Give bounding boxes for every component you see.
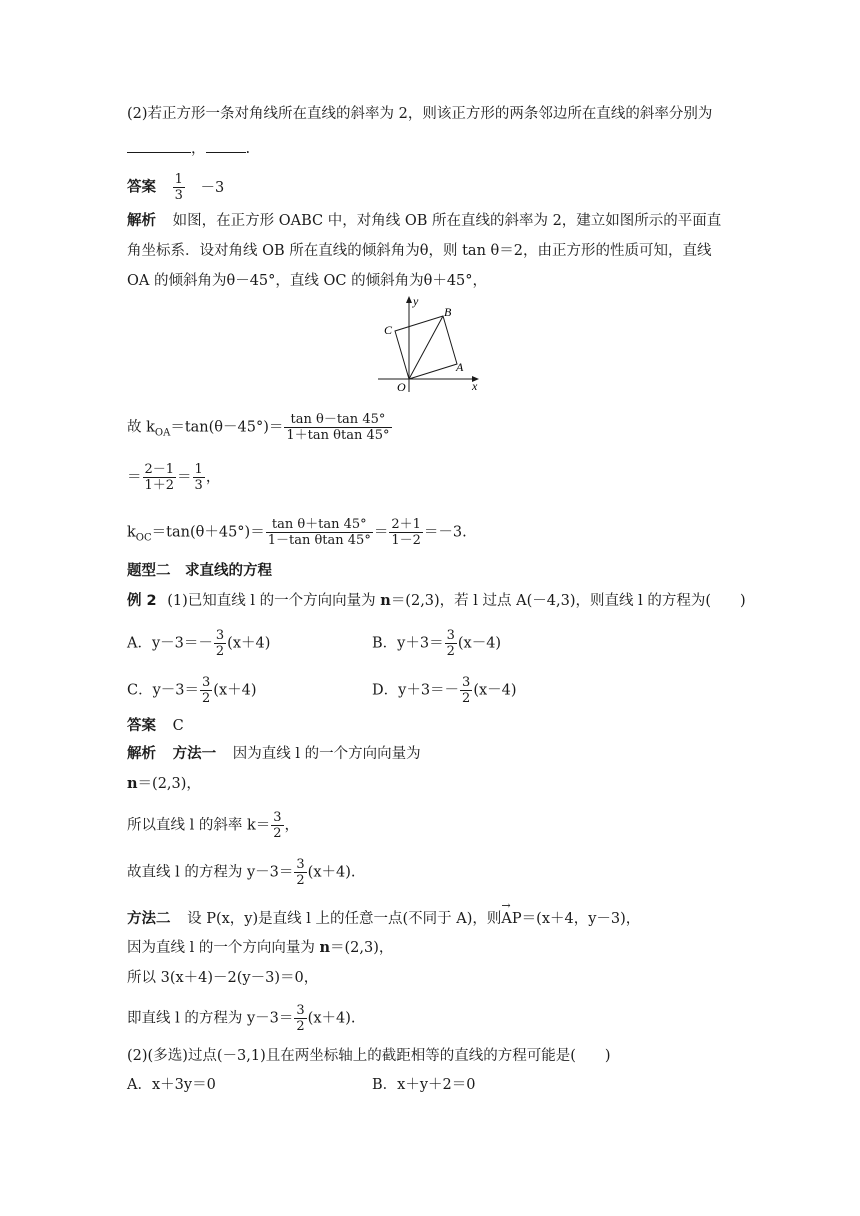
label-x: x	[472, 379, 478, 393]
option-c: C．y－3＝ $\frac{3}{2}$ (x＋4)	[127, 675, 257, 706]
label-b: B	[444, 305, 452, 319]
option-2b-b: B．x＋y＋2＝0	[372, 1077, 476, 1093]
label-y: y	[413, 294, 419, 308]
option-b: B．y＋3＝ $\frac{3}{2}$ (x－4)	[372, 628, 502, 659]
method-2-line1: 方法二 设 P(x，y)是直线 l 上的任意一点(不同于 A)，则→ AP＝(x＋4，y－3)，	[127, 909, 640, 929]
answer-value-2: －3	[200, 179, 225, 196]
step-fraction: $\frac{2-1}{1+2}$	[144, 462, 175, 493]
method-2-line3: 所以 3(x＋4)－2(y－3)＝0，	[127, 970, 319, 986]
method-2-line2: 因为直线 l 的一个方向向量为 n＝(2,3)，	[127, 939, 394, 956]
answer-fraction: $\frac{1}{3}$	[174, 172, 183, 203]
period: .	[245, 141, 251, 157]
answer-label: 答案	[127, 179, 156, 196]
analysis-2-slope: 所以直线 l 的斜率 k＝ $\frac{3}{2}$ ，	[127, 810, 300, 841]
y-axis-arrow	[406, 296, 412, 303]
analysis-1-line3: OA 的倾斜角为θ－45°，直线 OC 的倾斜角为θ＋45°，	[127, 273, 488, 289]
question-2-blanks	[127, 138, 250, 159]
koc-fraction: $\frac{\text{tan θ＋tan 45°}}{\text{1－tan θtan 45°}}$	[267, 517, 371, 548]
analysis-2-line1: 解析 方法一 因为直线 l 的一个方向向量为	[127, 746, 421, 762]
koa-step: ＝ $\frac{2-1}{1+2}$ ＝ $\frac{1}{3}$ ，	[127, 462, 221, 493]
question-2b: (2)(多选)过点(－3,1)且在两坐标轴上的截距相等的直线的方程可能是( )	[127, 1048, 611, 1064]
label-a: A	[456, 360, 464, 374]
answer-1	[127, 172, 224, 203]
analysis-1-line1: 解析 如图，在正方形 OABC 中，对角线 OB 所在直线的斜率为 2，建立如图所示的平面直	[127, 213, 722, 229]
method-2-line4: 即直线 l 的方程为 y－3＝ $\frac{3}{2}$ (x＋4).	[127, 1003, 356, 1034]
option-a: A．y－3＝－ $\frac{3}{2}$ (x＋4)	[127, 628, 271, 659]
analysis-2-equation: 故直线 l 的方程为 y－3＝ $\frac{3}{2}$ (x＋4).	[127, 857, 356, 888]
analysis-1-line2: 角坐标系．设对角线 OB 所在直线的倾斜角为θ，则 tan θ＝2，由正方形的性质可知，直线	[127, 243, 712, 259]
label-c: C	[384, 323, 393, 337]
option-d: D．y＋3＝－ $\frac{3}{2}$ (x－4)	[372, 675, 517, 706]
question-2-line1: (2)若正方形一条对角线所在直线的斜率为 2，则该正方形的两条邻边所在直线的斜率分别为	[127, 106, 713, 122]
square-coordinate-figure	[376, 294, 486, 396]
label-o: O	[397, 380, 406, 394]
section-title: 题型二 求直线的方程	[127, 563, 272, 579]
example-2-question: 例 2 (1)已知直线 l 的一个方向向量为 n＝(2,3)，若 l 过点 A(－4,3)，则直线 l 的方程为( )	[127, 592, 746, 609]
koc-formula: $k_{OC}=\tan(\theta+45^\circ)=$ $\frac{\text{tan θ＋tan 45°}}{\text{1－tan θtan 45°}}$ ＝ $\frac{2+1}{1-2}$ ＝－3.	[127, 517, 467, 548]
answer-2: 答案 C	[127, 718, 184, 734]
analysis-label: 解析	[127, 213, 156, 229]
analysis-2-line2: n＝(2,3)，	[127, 775, 201, 792]
koc-fraction-2: $\frac{2+1}{1-2}$	[391, 517, 421, 548]
option-2b-a: A．x＋3y＝0	[127, 1077, 216, 1093]
answer-blank-2	[206, 138, 246, 153]
answer-blank-1	[127, 138, 191, 153]
koa-formula: 故 $k_{OA}=\tan(\theta-45^\circ)=$ $\frac{\text{tan θ－tan 45°}}{\text{1＋tan θtan 45°}}$	[127, 412, 390, 443]
koa-fraction: $\frac{\text{tan θ－tan 45°}}{\text{1＋tan θtan 45°}}$	[286, 412, 390, 443]
comma: ，	[191, 141, 206, 157]
result-fraction: $\frac{1}{3}$	[194, 462, 203, 493]
vector-ap: → AP	[501, 909, 521, 929]
